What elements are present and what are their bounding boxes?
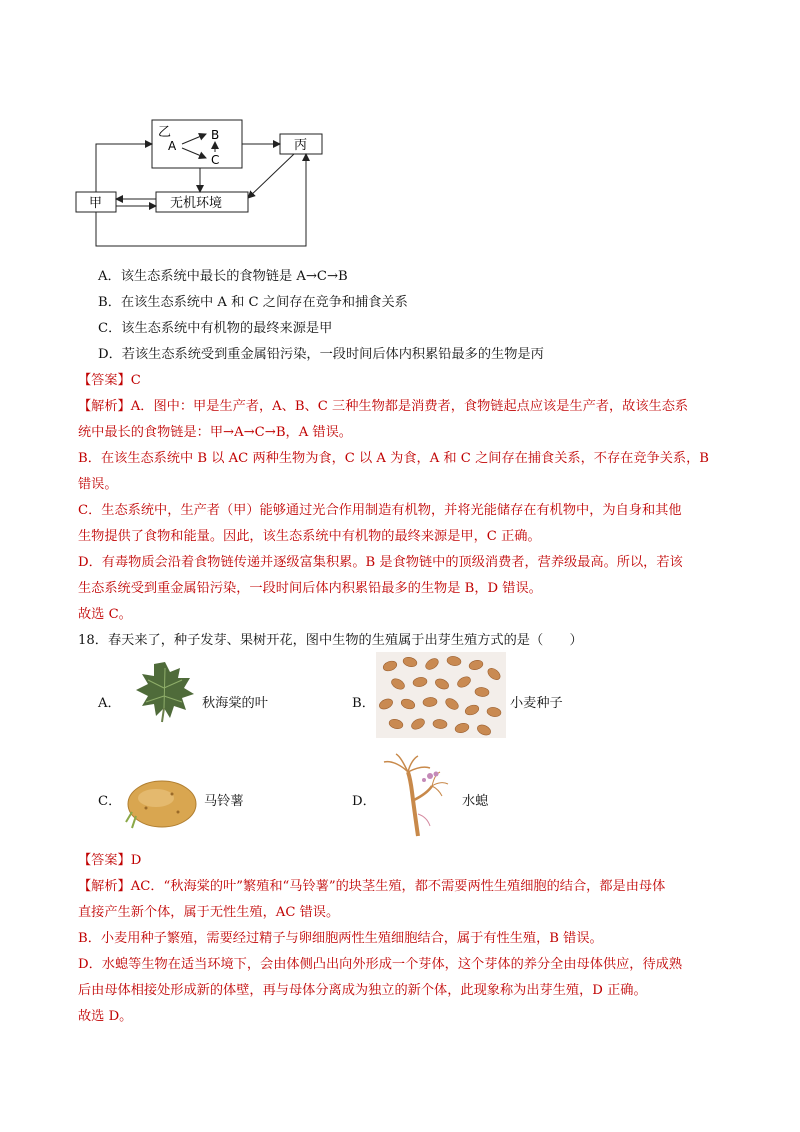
q17-analysis-line: C．生态系统中，生产者（甲）能够通过光合作用制造有机物，并将光能储存在有机物中，为自身和其他 [78,503,682,518]
potato-image [122,772,200,832]
label-bing: 丙 [294,138,308,153]
q17-analysis-line: 错误。 [78,477,118,492]
q17-analysis-line: B．在该生态系统中 B 以 AC 两种生物为食，C 以 A 为食，A 和 C 之间存在捕食关系，不存在竞争关系，B [78,451,709,466]
q18-stem: 18．春天来了，种子发芽、果树开花，图中生物的生殖属于出芽生殖方式的是（ ） [78,633,583,648]
label-jia: 甲 [89,196,103,211]
q17-analysis-line: 故选 C。 [78,607,132,622]
food-web-diagram [70,112,330,252]
q18-answer: 【答案】D [78,853,142,868]
q17-analysis-line: 生态系统受到重金属铅污染，一段时间后体内积累铅最多的生物是 B，D 错误。 [78,581,542,596]
q17-analysis-line: D．有毒物质会沿着食物链传递并逐级富集积累。B 是食物链中的顶级消费者，营养级最高。所以，若该 [78,555,683,570]
label-c: C [211,153,220,167]
q17-analysis-line: 生物提供了食物和能量。因此，该生态系统中有机物的最终来源是甲，C 正确。 [78,529,541,544]
q18-analysis-line: B．小麦用种子繁殖，需要经过精子与卵细胞两性生殖细胞结合，属于有性生殖，B 错误。 [78,931,603,946]
q18-option-d-caption: 水螅 [462,794,489,809]
q17-option-c: C．该生态系统中有机物的最终来源是甲 [98,321,333,336]
q18-option-a-letter: A． [98,696,121,711]
label-b: B [211,128,220,142]
q17-option-a: A．该生态系统中最长的食物链是 A→C→B [98,269,348,284]
q18-analysis-line: 后由母体相接处形成新的体壁，再与母体分离成为独立的新个体，此现象称为出芽生殖，D 正确。 [78,983,647,998]
q18-analysis-line: 【解析】AC．“秋海棠的叶”繁殖和“马铃薯”的块茎生殖，都不需要两性生殖细胞的结合，都是由母体 [78,879,666,894]
label-env: 无机环境 [170,196,223,211]
q18-option-b-caption: 小麦种子 [510,696,563,711]
q18-analysis-line: D．水螅等生物在适当环境下，会由体侧凸出向外形成一个芽体，这个芽体的养分全由母体供应，待成熟 [78,957,683,972]
q18-option-c-letter: C． [98,794,122,809]
q17-option-b: B．在该生态系统中 A 和 C 之间存在竞争和捕食关系 [98,295,408,310]
q18-option-b-letter: B． [352,696,375,711]
q18-option-a-caption: 秋海棠的叶 [202,696,268,711]
q18-analysis-line: 故选 D。 [78,1009,133,1024]
q17-analysis-line: 统中最长的食物链是：甲→A→C→B，A 错误。 [78,425,352,440]
hydra-image [378,752,458,838]
q17-option-d: D．若该生态系统受到重金属铅污染，一段时间后体内积累铅最多的生物是丙 [98,347,544,362]
q18-analysis-line: 直接产生新个体，属于无性生殖，AC 错误。 [78,905,340,920]
q17-answer: 【答案】C [78,373,141,388]
q17-analysis-line: 【解析】A．图中：甲是生产者，A、B、C 三种生物都是消费者，食物链起点应该是生产者，故该生态系 [78,399,689,414]
label-a: A [168,139,177,153]
q18-option-c-caption: 马铃薯 [204,794,244,809]
label-yi: 乙 [158,125,172,140]
wheat-seeds-image [376,652,506,738]
begonia-leaf-image [134,658,196,724]
q18-option-d-letter: D． [352,794,376,809]
